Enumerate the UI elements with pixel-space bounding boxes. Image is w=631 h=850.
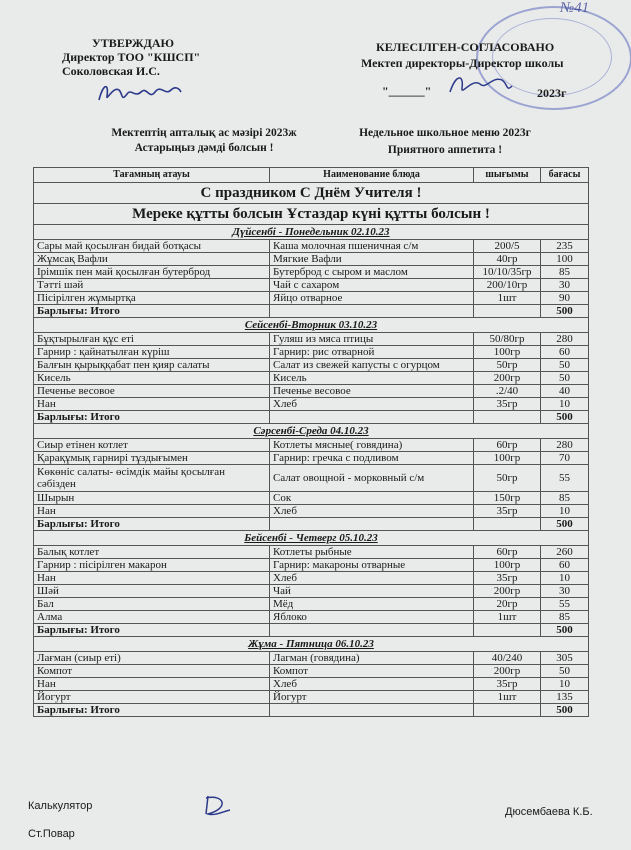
day-title-cell — [34, 424, 589, 439]
header-ru-name: Наименование блюда — [270, 168, 474, 183]
dish-price: 55 — [541, 465, 589, 492]
dish-name-ru: Хлеб — [270, 678, 474, 691]
dish-name-kz: Лағман (сиыр еті) — [34, 652, 270, 665]
table-row — [34, 398, 589, 411]
dish-name-kz: Нан — [34, 505, 270, 518]
total-row — [34, 518, 589, 531]
table-row — [34, 292, 589, 305]
approve-left-line1: Директор ТОО "КШСП" — [62, 50, 201, 64]
dish-yield: 50гр — [474, 465, 541, 492]
dish-price: 70 — [541, 452, 589, 465]
table-row — [34, 665, 589, 678]
dish-name-ru: Бутерброд с сыром и маслом — [270, 266, 474, 279]
dish-yield: 100гр — [474, 346, 541, 359]
dish-price: 60 — [541, 346, 589, 359]
table-row — [34, 465, 589, 492]
dish-yield: 35гр — [474, 505, 541, 518]
dish-name-kz: Тәтті шәй — [34, 279, 270, 292]
table-row — [34, 505, 589, 518]
dish-name-kz: Нан — [34, 678, 270, 691]
table-row — [34, 678, 589, 691]
table-row — [34, 559, 589, 572]
dish-name-ru: Чай с сахаром — [270, 279, 474, 292]
dish-yield: 60гр — [474, 439, 541, 452]
dish-yield: 40/240 — [474, 652, 541, 665]
dish-name-kz: Қарақұмық гарнирі тұздығымен — [34, 452, 270, 465]
dish-yield: 200гр — [474, 665, 541, 678]
dish-yield: 35гр — [474, 678, 541, 691]
dish-name-kz: Алма — [34, 611, 270, 624]
dish-name-ru: Йогурт — [270, 691, 474, 704]
dish-name-ru: Гарнир: рис отварной — [270, 346, 474, 359]
table-row — [34, 346, 589, 359]
total-empty — [474, 518, 541, 531]
dish-name-ru: Чай — [270, 585, 474, 598]
table-row — [34, 492, 589, 505]
dish-yield: 60гр — [474, 546, 541, 559]
greeting-kz: Мереке құтты болсын Ұстаздар күні құтты болсын ! — [34, 204, 589, 225]
day-title: Дүйсенбі - Понедельник 02.10.23 — [232, 226, 390, 238]
menu-title-ru-1: Недельное школьное меню 2023г — [359, 127, 531, 139]
total-empty — [474, 305, 541, 318]
dish-yield: 200/5 — [474, 240, 541, 253]
table-row — [34, 452, 589, 465]
dish-yield: 1шт — [474, 292, 541, 305]
table-row — [34, 279, 589, 292]
cook-label: Ст.Повар — [28, 828, 75, 840]
dish-name-kz: Нан — [34, 398, 270, 411]
dish-name-kz: Бал — [34, 598, 270, 611]
day-header-row — [34, 531, 589, 546]
dish-price: 40 — [541, 385, 589, 398]
day-title: Сәрсенбі-Среда 04.10.23 — [253, 425, 369, 437]
dish-yield: 1шт — [474, 691, 541, 704]
total-row — [34, 704, 589, 717]
dish-name-ru: Печенье весовое — [270, 385, 474, 398]
dish-yield: 50гр — [474, 359, 541, 372]
dish-price: 280 — [541, 333, 589, 346]
approve-left-line2: Соколовская И.С. — [62, 64, 160, 78]
dish-price: 60 — [541, 559, 589, 572]
dish-price: 100 — [541, 253, 589, 266]
dish-yield: 35гр — [474, 398, 541, 411]
total-row — [34, 305, 589, 318]
total-label: Барлығы: Итого — [34, 411, 270, 424]
table-row — [34, 333, 589, 346]
dish-yield: 40гр — [474, 253, 541, 266]
table-header-row — [34, 168, 589, 183]
greeting-ru: С праздником С Днём Учителя ! — [34, 183, 589, 204]
dish-yield: .2/40 — [474, 385, 541, 398]
total-label: Барлығы: Итого — [34, 518, 270, 531]
dish-name-kz: Пісірілген жұмыртқа — [34, 292, 270, 305]
total-empty — [474, 411, 541, 424]
greeting-kz-row — [34, 204, 589, 225]
dish-yield: 1шт — [474, 611, 541, 624]
dish-name-ru: Яблоко — [270, 611, 474, 624]
dish-name-kz: Гарнир : пісірілген макарон — [34, 559, 270, 572]
dish-name-kz: Компот — [34, 665, 270, 678]
dish-price: 85 — [541, 611, 589, 624]
menu-title-ru-2: Приятного аппетита ! — [387, 144, 503, 156]
stamp-number: №41 — [560, 0, 590, 16]
dish-price: 30 — [541, 279, 589, 292]
day-title-cell — [34, 531, 589, 546]
day-header-row — [34, 318, 589, 333]
dish-name-ru: Котлеты рыбные — [270, 546, 474, 559]
total-empty — [474, 704, 541, 717]
dish-yield: 35гр — [474, 572, 541, 585]
dish-name-ru: Компот — [270, 665, 474, 678]
table-row — [34, 266, 589, 279]
approve-right-line1: Мектеп директоры-Директор школы — [361, 56, 564, 70]
table-row — [34, 598, 589, 611]
dish-name-kz: Бұқтырылған құс еті — [34, 333, 270, 346]
director-signature — [95, 76, 185, 108]
dish-yield: 200/10гр — [474, 279, 541, 292]
dish-name-kz: Сары май қосылған бидай ботқасы — [34, 240, 270, 253]
dish-name-ru: Мягкие Вафли — [270, 253, 474, 266]
menu-title-kz-2: Астарыңыз дәмді болсын ! — [134, 142, 274, 154]
dish-price: 235 — [541, 240, 589, 253]
day-title: Бейсенбі - Четверг 05.10.23 — [244, 532, 378, 544]
menu-title-kz-1: Мектептің апталық ас мәзірі 2023ж — [111, 127, 297, 139]
table-row — [34, 372, 589, 385]
dish-name-kz: Печенье весовое — [34, 385, 270, 398]
dish-price: 10 — [541, 398, 589, 411]
calculator-signature — [200, 792, 240, 820]
table-row — [34, 240, 589, 253]
dish-name-ru: Мёд — [270, 598, 474, 611]
dish-name-kz: Көкөніс салаты- өсімдік майы қосылған сәбізден — [34, 465, 270, 492]
total-label: Барлығы: Итого — [34, 704, 270, 717]
dish-name-ru: Хлеб — [270, 572, 474, 585]
dish-price: 260 — [541, 546, 589, 559]
school-director-signature — [446, 70, 516, 100]
dish-name-ru: Салат из свежей капусты с огурцом — [270, 359, 474, 372]
table-row — [34, 572, 589, 585]
total-empty — [270, 305, 474, 318]
dish-name-ru: Котлеты мясные( говядина) — [270, 439, 474, 452]
day-title-cell — [34, 225, 589, 240]
day-title: Сейсенбі-Вторник 03.10.23 — [244, 319, 378, 331]
dish-price: 85 — [541, 492, 589, 505]
day-title-cell — [34, 637, 589, 652]
dish-price: 135 — [541, 691, 589, 704]
total-label: Барлығы: Итого — [34, 305, 270, 318]
menu-table — [33, 167, 589, 717]
dish-yield: 150гр — [474, 492, 541, 505]
total-value: 500 — [541, 704, 589, 717]
dish-price: 50 — [541, 665, 589, 678]
day-header-row — [34, 225, 589, 240]
dish-name-kz: Шәй — [34, 585, 270, 598]
dish-yield: 20гр — [474, 598, 541, 611]
approve-right-year: 2023г — [537, 86, 567, 100]
dish-name-kz: Нан — [34, 572, 270, 585]
day-title: Жұма - Пятница 06.10.23 — [248, 638, 374, 650]
dish-name-kz: Ірімшік пен май қосылған бутерброд — [34, 266, 270, 279]
dish-name-ru: Хлеб — [270, 505, 474, 518]
dish-name-kz: Сиыр етінен котлет — [34, 439, 270, 452]
dish-yield: 100гр — [474, 559, 541, 572]
table-row — [34, 691, 589, 704]
table-row — [34, 611, 589, 624]
total-value: 500 — [541, 624, 589, 637]
total-value: 500 — [541, 518, 589, 531]
dish-name-kz: Балғын қырыққабат пен қияр салаты — [34, 359, 270, 372]
total-empty — [270, 411, 474, 424]
table-row — [34, 546, 589, 559]
approve-right-title: КЕЛЕСІЛГЕН-СОГЛАСОВАНО — [376, 40, 555, 54]
calculator-label: Калькулятор — [28, 800, 93, 812]
table-row — [34, 585, 589, 598]
dish-price: 305 — [541, 652, 589, 665]
total-row — [34, 624, 589, 637]
calculator-name: Дюсембаева К.Б. — [505, 806, 593, 818]
header-price: бағасы — [541, 168, 589, 183]
dish-yield: 50/80гр — [474, 333, 541, 346]
dish-price: 10 — [541, 678, 589, 691]
dish-price: 280 — [541, 439, 589, 452]
dish-name-ru: Лагман (говядина) — [270, 652, 474, 665]
dish-price: 55 — [541, 598, 589, 611]
dish-price: 50 — [541, 372, 589, 385]
dish-yield: 200гр — [474, 372, 541, 385]
day-header-row — [34, 424, 589, 439]
header-kz-name: Тағамның атауы — [34, 168, 270, 183]
dish-name-kz: Шырын — [34, 492, 270, 505]
dish-name-kz: Йогурт — [34, 691, 270, 704]
dish-name-ru: Яйцо отварное — [270, 292, 474, 305]
total-empty — [270, 624, 474, 637]
dish-price: 10 — [541, 572, 589, 585]
dish-name-ru: Гуляш из мяса птицы — [270, 333, 474, 346]
dish-name-ru: Каша молочная пшеничная с/м — [270, 240, 474, 253]
total-value: 500 — [541, 411, 589, 424]
dish-name-ru: Кисель — [270, 372, 474, 385]
dish-yield: 10/10/35гр — [474, 266, 541, 279]
table-row — [34, 439, 589, 452]
total-label: Барлығы: Итого — [34, 624, 270, 637]
table-row — [34, 359, 589, 372]
dish-yield: 100гр — [474, 452, 541, 465]
dish-price: 85 — [541, 266, 589, 279]
greeting-ru-row — [34, 183, 589, 204]
dish-name-kz: Гарнир : қайнатылған күріш — [34, 346, 270, 359]
day-title-cell — [34, 318, 589, 333]
table-row — [34, 385, 589, 398]
table-row — [34, 253, 589, 266]
dish-name-ru: Гарнир: макароны отварные — [270, 559, 474, 572]
total-empty — [474, 624, 541, 637]
dish-name-ru: Хлеб — [270, 398, 474, 411]
dish-name-kz: Жұмсақ Вафли — [34, 253, 270, 266]
total-empty — [270, 518, 474, 531]
dish-price: 30 — [541, 585, 589, 598]
day-header-row — [34, 637, 589, 652]
total-value: 500 — [541, 305, 589, 318]
table-row — [34, 652, 589, 665]
total-empty — [270, 704, 474, 717]
dish-price: 10 — [541, 505, 589, 518]
total-row — [34, 411, 589, 424]
approve-left-title: УТВЕРЖДАЮ — [92, 36, 175, 50]
dish-name-kz: Балық котлет — [34, 546, 270, 559]
dish-price: 90 — [541, 292, 589, 305]
approve-right-date: "______" — [382, 84, 432, 98]
header-yield: шығымы — [474, 168, 541, 183]
dish-name-ru: Гарнир: гречка с подливом — [270, 452, 474, 465]
dish-price: 50 — [541, 359, 589, 372]
dish-name-ru: Сок — [270, 492, 474, 505]
dish-name-ru: Салат овощной - морковный с/м — [270, 465, 474, 492]
dish-yield: 200гр — [474, 585, 541, 598]
dish-name-kz: Кисель — [34, 372, 270, 385]
